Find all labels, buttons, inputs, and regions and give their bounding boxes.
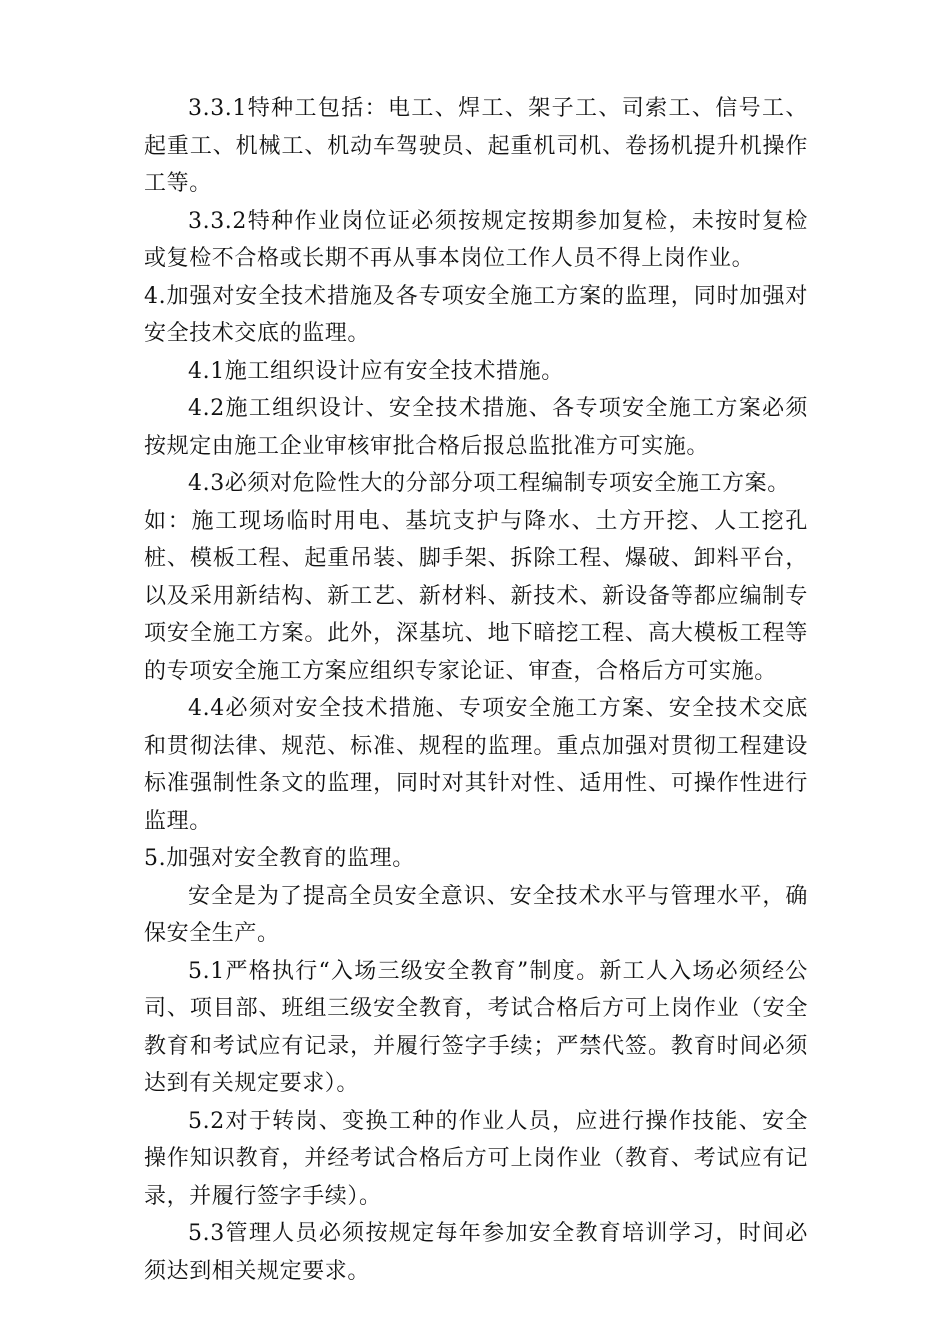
paragraph-4-4: 4.4必须对安全技术措施、专项安全施工方案、安全技术交底和贯彻法律、规范、标准、规程的监理。重点加强对贯彻工程建设标准强制性条文的监理，同时对其针对性、适用性、可操作性进行监理。 — [144, 696, 808, 834]
paragraph-5-1: 5.1严格执行“入场三级安全教育”制度。新工人入场必须经公司、项目部、班组三级安全教育，考试合格后方可上岗作业（安全教育和考试应有记录，并履行签字手续；严禁代签。教育时间必须达到有关规定要求）。 — [144, 958, 808, 1096]
paragraph-4-heading: 4.加强对安全技术措施及各专项安全施工方案的监理，同时加强对安全技术交底的监理。 — [144, 283, 808, 346]
paragraph-4-2: 4.2施工组织设计、安全技术措施、各专项安全施工方案必须按规定由施工企业审核审批合格后报总监批准方可实施。 — [144, 396, 808, 459]
paragraph-4-3-continued: 如：施工现场临时用电、基坑支护与降水、土方开挖、人工挖孔桩、模板工程、起重吊装、脚手架、拆除工程、爆破、卸料平台，以及采用新结构、新工艺、新材料、新技术、新设备等都应编制专项安全施工方案。此外，深基坑、地下暗挖工程、高大模板工程等的专项安全施工方案应组织专家论证、审查，合格后方可实施。 — [144, 508, 808, 684]
paragraph-3-3-2: 3.3.2特种作业岗位证必须按规定按期参加复检，未按时复检或复检不合格或长期不再从事本岗位工作人员不得上岗作业。 — [144, 208, 808, 271]
paragraph-3-3-1: 3.3.1特种工包括：电工、焊工、架子工、司索工、信号工、起重工、机械工、机动车驾驶员、起重机司机、卷扬机提升机操作工等。 — [144, 96, 808, 196]
paragraph-5-3: 5.3管理人员必须按规定每年参加安全教育培训学习，时间必须达到相关规定要求。 — [144, 1221, 808, 1284]
paragraph-5-intro: 安全是为了提高全员安全意识、安全技术水平与管理水平，确保安全生产。 — [144, 883, 808, 946]
document-body — [144, 90, 808, 1290]
paragraph-5-2: 5.2对于转岗、变换工种的作业人员，应进行操作技能、安全操作知识教育，并经考试合格后方可上岗作业（教育、考试应有记录，并履行签字手续）。 — [144, 1108, 808, 1209]
paragraph-4-1: 4.1施工组织设计应有安全技术措施。 — [188, 358, 564, 384]
paragraph-5-heading: 5.加强对安全教育的监理。 — [144, 846, 415, 871]
paragraph-4-3: 4.3必须对危险性大的分部分项工程编制专项安全施工方案。 — [188, 471, 790, 496]
